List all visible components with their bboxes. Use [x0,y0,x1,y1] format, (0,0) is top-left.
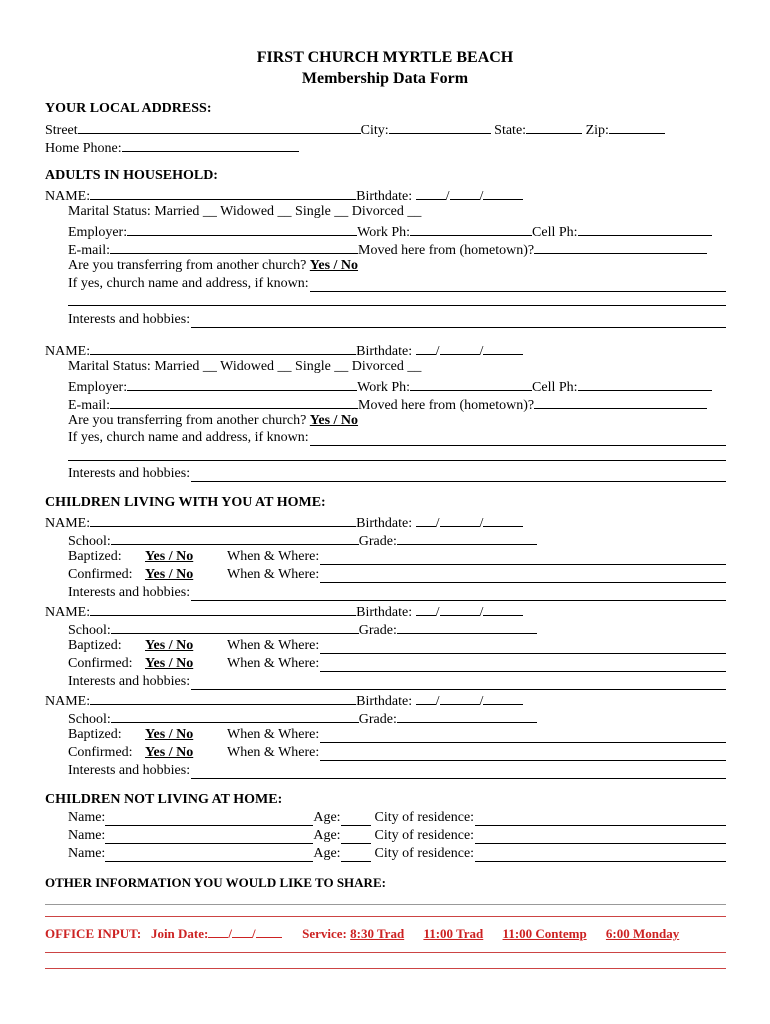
name-label: Name: [68,828,106,843]
birth-year-field[interactable] [483,513,523,527]
birthdate-label: Birthdate: [356,344,413,359]
adult-2-church-line [68,430,726,446]
baptized-label: Baptized: [68,727,122,742]
child-2-interests-line [68,674,726,690]
child-away-age-field[interactable] [341,830,371,844]
child-2-school-line [68,620,537,639]
name-label: NAME: [45,189,91,204]
interests-field[interactable] [191,765,726,779]
birth-month-field[interactable] [416,341,436,355]
birthdate-label: Birthdate: [356,516,413,531]
birthdate-label: Birthdate: [356,605,413,620]
form-subtitle: Membership Data Form [301,70,469,87]
baptized-when-where-field[interactable] [320,551,726,565]
interests-label: Interests and hobbies: [68,312,191,327]
school-label: School: [68,712,111,727]
confirmed-when-where-field[interactable] [320,658,726,672]
service-1100-contemp[interactable]: 11:00 Contemp [502,926,587,941]
child-2-name-field[interactable] [90,602,356,616]
child-away-name-field[interactable] [105,830,313,844]
adult-1-interests-line [68,312,726,328]
service-1100-trad[interactable]: 11:00 Trad [423,926,484,941]
when-where-label: When & Where: [227,638,320,653]
school-field[interactable] [111,531,359,545]
cell-ph-field[interactable] [578,222,712,236]
cell-ph-label: Cell Ph: [532,225,578,240]
baptized-yes-no[interactable]: Yes / No [145,727,194,742]
office-line-2[interactable] [45,968,726,969]
email-field[interactable] [110,240,358,254]
baptized-when-where-field[interactable] [320,729,726,743]
interests-field[interactable] [191,676,726,690]
grade-field[interactable] [397,531,537,545]
baptized-label: Baptized: [68,549,122,564]
service-label: Service: [302,926,347,941]
when-where-label: When & Where: [227,549,320,564]
adult-2-name-line: NAME: Birthdate: / / [45,341,523,360]
age-label: Age: [313,828,341,843]
confirmed-yes-no[interactable]: Yes / No [145,745,194,760]
service-600-monday[interactable]: 6:00 Monday [605,926,680,941]
adult-2-marital-status[interactable]: Marital Status: Married __ Widowed __ Single __ Divorced __ [68,359,422,374]
baptized-yes-no[interactable]: Yes / No [145,549,194,564]
adult-1-church-extra-line[interactable] [68,305,726,306]
moved-from-label: Moved here from (hometown)? [358,243,535,258]
interests-label: Interests and hobbies: [68,585,191,600]
adult-1-employer-line [68,222,712,241]
join-day-field[interactable] [232,924,252,938]
email-label: E-mail: [68,398,110,413]
home-phone-line [45,138,299,157]
age-label: Age: [313,810,341,825]
child-1-name-line: NAME: Birthdate: / / [45,513,523,532]
adult-2-name-field[interactable] [90,341,356,355]
work-ph-field[interactable] [410,222,532,236]
adults-heading: ADULTS IN HOUSEHOLD: [45,168,218,183]
grade-label: Grade: [358,623,397,638]
other-info-line-1[interactable] [45,904,726,905]
name-label: Name: [68,846,106,861]
interests-label: Interests and hobbies: [68,466,191,481]
adult-1-email-line [68,240,707,259]
interests-field[interactable] [191,468,726,482]
name-label: NAME: [45,605,91,620]
child-3-interests-line [68,763,726,779]
employer-label: Employer: [68,380,128,395]
church-info-label: If yes, church name and address, if known: [68,276,309,291]
moved-from-label: Moved here from (hometown)? [358,398,535,413]
birthdate-label: Birthdate: [356,189,413,204]
join-year-field[interactable] [256,924,282,938]
birth-day-field[interactable] [440,602,480,616]
child-away-city-field[interactable] [475,830,726,844]
city-label: City: [360,123,389,138]
interests-field[interactable] [191,587,726,601]
work-ph-label: Work Ph: [357,225,411,240]
child-3-confirmed-line [68,745,726,761]
birth-year-field[interactable] [483,186,523,200]
street-field[interactable] [78,120,361,134]
transfer-question: Are you transferring from another church? [68,413,307,428]
children-away-heading: CHILDREN NOT LIVING AT HOME: [45,792,283,807]
confirmed-label: Confirmed: [68,656,133,671]
confirmed-label: Confirmed: [68,745,133,760]
office-input-label: OFFICE INPUT: [45,926,142,941]
office-input-line: OFFICE INPUT: Join Date: / / Service: 8:30 Trad 11:00 Trad 11:00 Contemp 6:00 Monday [45,926,680,941]
child-1-interests-line [68,585,726,601]
child-away-2-line [68,828,726,844]
home-phone-field[interactable] [122,138,299,152]
transfer-yes-no[interactable]: Yes / No [309,413,359,428]
birth-year-field[interactable] [483,341,523,355]
birth-day-field[interactable] [440,513,480,527]
birth-month-field[interactable] [416,602,436,616]
interests-label: Interests and hobbies: [68,674,191,689]
child-3-baptized-line [68,727,726,743]
child-away-age-field[interactable] [341,812,371,826]
grade-label: Grade: [358,534,397,549]
interests-label: Interests and hobbies: [68,763,191,778]
other-info-heading: OTHER INFORMATION YOU WOULD LIKE TO SHARE: [45,875,386,890]
adult-1-name-field[interactable] [90,186,356,200]
zip-label: Zip: [585,123,609,138]
adult-2-transfer-line [68,413,358,429]
city-residence-label: City of residence: [374,846,475,861]
zip-field[interactable] [609,120,665,134]
church-info-label: If yes, church name and address, if known: [68,430,309,445]
adult-1-marital-status[interactable]: Marital Status: Married __ Widowed __ Single __ Divorced __ [68,204,422,219]
child-2-name-line: NAME: Birthdate: / / [45,602,523,621]
church-info-field[interactable] [310,432,726,446]
service-830-trad[interactable]: 8:30 Trad [350,926,405,941]
form-title: FIRST CHURCH MYRTLE BEACH [256,49,514,66]
child-1-confirmed-line [68,567,726,583]
age-label: Age: [313,846,341,861]
grade-field[interactable] [397,709,537,723]
moved-from-field[interactable] [534,395,707,409]
work-ph-label: Work Ph: [357,380,411,395]
birth-day-field[interactable] [440,341,480,355]
child-away-name-field[interactable] [105,848,313,862]
birth-year-field[interactable] [483,602,523,616]
birth-month-field[interactable] [416,186,446,200]
birth-month-field[interactable] [416,513,436,527]
grade-label: Grade: [358,712,397,727]
child-away-1-line [68,810,726,826]
city-residence-label: City of residence: [374,810,475,825]
name-label: NAME: [45,344,91,359]
child-3-name-field[interactable] [90,691,356,705]
adult-2-employer-line [68,377,712,396]
email-field[interactable] [110,395,358,409]
child-3-school-line [68,709,537,728]
school-field[interactable] [111,709,359,723]
church-info-field[interactable] [310,278,726,292]
school-field[interactable] [111,620,359,634]
street-label: Street [45,123,78,138]
city-field[interactable] [389,120,491,134]
when-where-label: When & Where: [227,567,320,582]
children-home-heading: CHILDREN LIVING WITH YOU AT HOME: [45,495,326,510]
when-where-label: When & Where: [227,745,320,760]
adult-1-name-line: NAME: Birthdate: / / [45,186,523,205]
baptized-when-where-field[interactable] [320,640,726,654]
city-residence-label: City of residence: [374,828,475,843]
confirmed-label: Confirmed: [68,567,133,582]
school-label: School: [68,534,111,549]
cell-ph-field[interactable] [578,377,712,391]
office-line-1[interactable] [45,952,726,953]
confirmed-when-where-field[interactable] [320,747,726,761]
child-away-age-field[interactable] [341,848,371,862]
name-label: NAME: [45,516,91,531]
baptized-yes-no[interactable]: Yes / No [145,638,194,653]
work-ph-field[interactable] [410,377,532,391]
name-label: NAME: [45,694,91,709]
child-1-name-field[interactable] [90,513,356,527]
birthdate-label: Birthdate: [356,694,413,709]
birth-day-field[interactable] [440,691,480,705]
adult-1-transfer-line [68,258,358,274]
adult-2-interests-line [68,466,726,482]
state-field[interactable] [526,120,582,134]
adult-2-email-line [68,395,707,414]
child-3-name-line: NAME: Birthdate: / / [45,691,523,710]
interests-field[interactable] [191,314,726,328]
adult-2-church-extra-line[interactable] [68,460,726,461]
local-address-heading: YOUR LOCAL ADDRESS: [45,101,212,116]
adult-1-church-line [68,276,726,292]
name-label: Name: [68,810,106,825]
birth-day-field[interactable] [450,186,480,200]
baptized-label: Baptized: [68,638,122,653]
join-month-field[interactable] [208,924,228,938]
state-label: State: [494,123,527,138]
when-where-label: When & Where: [227,727,320,742]
home-phone-label: Home Phone: [45,141,122,156]
child-away-city-field[interactable] [475,848,726,862]
child-away-name-field[interactable] [105,812,313,826]
transfer-yes-no[interactable]: Yes / No [309,258,359,273]
email-label: E-mail: [68,243,110,258]
when-where-label: When & Where: [227,656,320,671]
child-2-confirmed-line [68,656,726,672]
grade-field[interactable] [397,620,537,634]
birth-month-field[interactable] [416,691,436,705]
confirmed-when-where-field[interactable] [320,569,726,583]
join-date-label: Join Date: [150,926,209,941]
child-1-baptized-line [68,549,726,565]
birth-year-field[interactable] [483,691,523,705]
child-1-school-line [68,531,537,550]
child-2-baptized-line [68,638,726,654]
child-away-3-line [68,846,726,862]
office-divider [45,916,726,917]
transfer-question: Are you transferring from another church? [68,258,307,273]
confirmed-yes-no[interactable]: Yes / No [145,656,194,671]
child-away-city-field[interactable] [475,812,726,826]
employer-field[interactable] [127,377,357,391]
cell-ph-label: Cell Ph: [532,380,578,395]
employer-label: Employer: [68,225,128,240]
address-line [45,120,665,139]
school-label: School: [68,623,111,638]
employer-field[interactable] [127,222,357,236]
moved-from-field[interactable] [534,240,707,254]
confirmed-yes-no[interactable]: Yes / No [145,567,194,582]
